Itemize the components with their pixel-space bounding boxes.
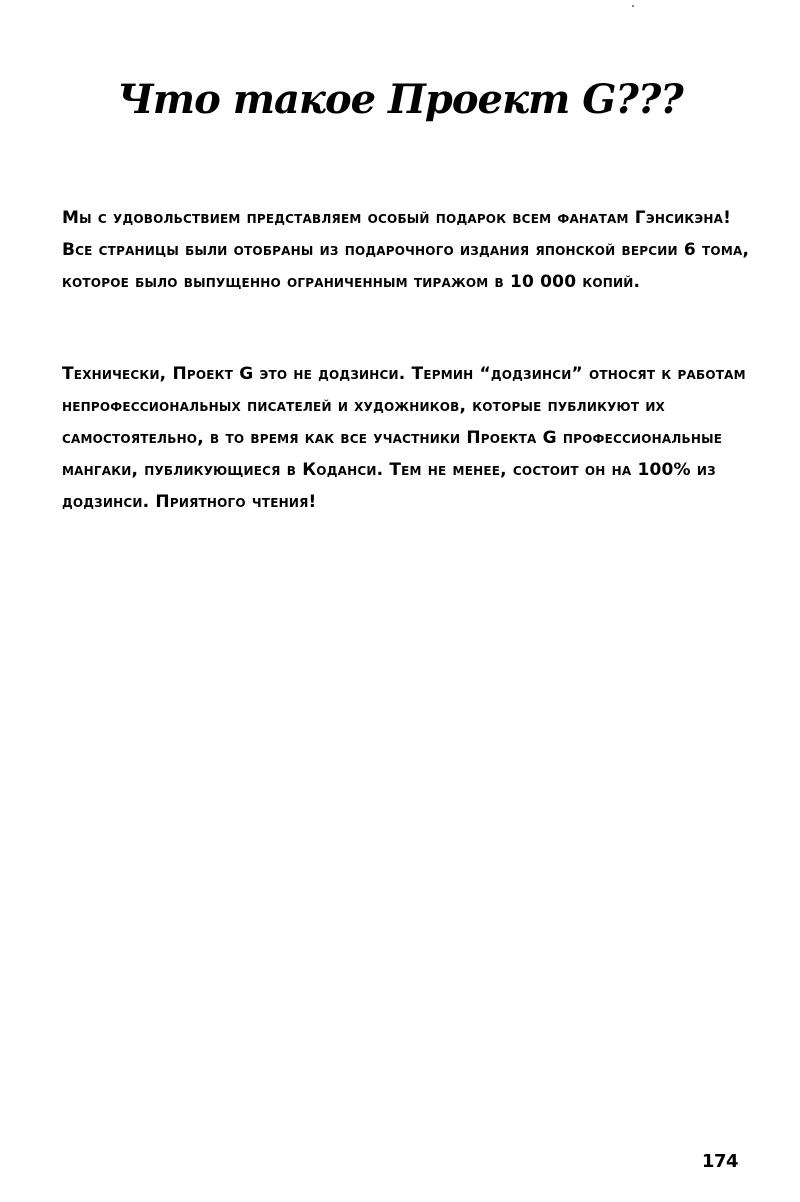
page-title: Что такое Проект G??? [117,76,683,123]
intro-paragraph: Мы с удовольствием представляем особый подарок всем фанатам Гэнсикэна! Все страницы были отобраны из подарочного издания японской версии 6 тома, которое было выпущенно ограниченным тиражом в 10 000 копий. [62,208,750,292]
scan-artifact [632,5,634,7]
explanation-paragraph: Технически, Проект G это не додзинси. Термин “додзинси” относят к работам непрофессиональных писателей и художников, которые публикуют их самостоятельно, в то время как все участники Проекта G профессиональные мангаки, публикующиеся в Коданси. Тем не менее, состоит он на 100% из додзинси. Приятного чтения! [62,364,746,512]
page-number: 174 [701,1151,738,1172]
